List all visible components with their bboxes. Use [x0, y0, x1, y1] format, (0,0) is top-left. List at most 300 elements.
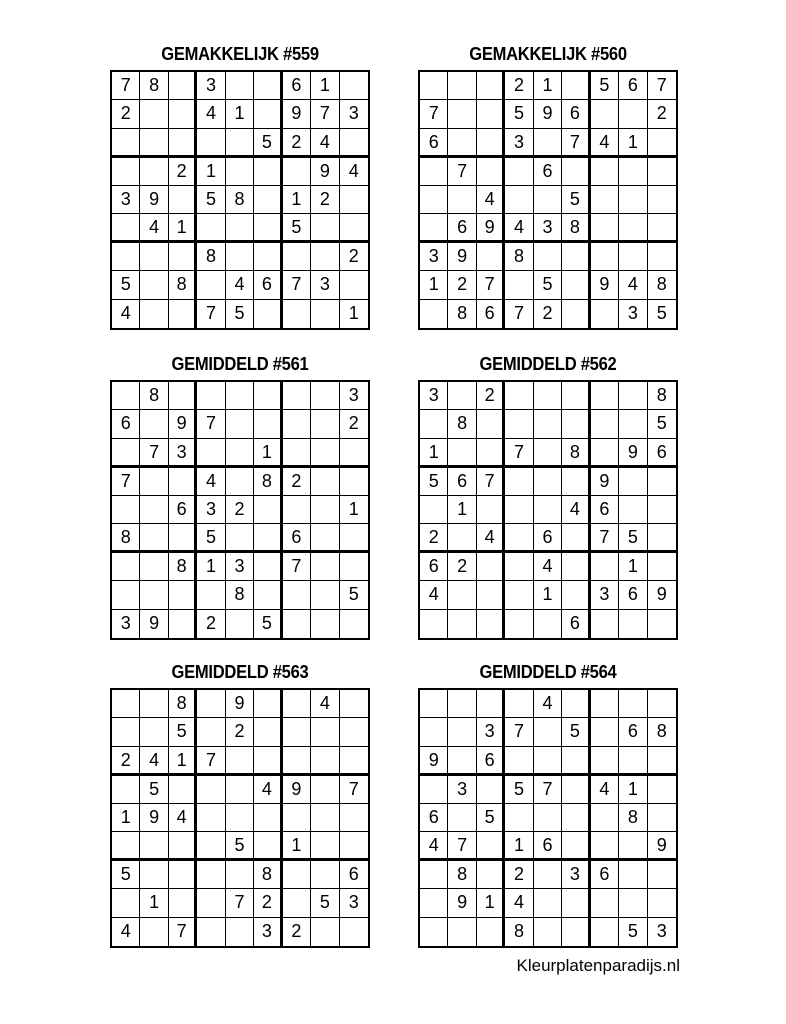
sudoku-cell — [562, 889, 590, 917]
sudoku-cell — [591, 243, 619, 271]
sudoku-cell: 1 — [283, 832, 311, 861]
sudoku-cell: 9 — [311, 158, 339, 186]
sudoku-cell: 8 — [562, 214, 590, 243]
sudoku-cell — [619, 158, 647, 186]
sudoku-cell: 4 — [562, 496, 590, 524]
sudoku-cell — [169, 243, 197, 271]
sudoku-cell — [340, 129, 368, 158]
sudoku-cell — [169, 129, 197, 158]
sudoku-cell: 6 — [254, 271, 282, 299]
sudoku-cell: 8 — [254, 861, 282, 889]
sudoku-cell — [311, 524, 339, 553]
sudoku-cell: 5 — [197, 186, 225, 214]
sudoku-cell — [534, 243, 562, 271]
sudoku-cell: 3 — [619, 300, 647, 328]
sudoku-cell: 1 — [619, 553, 647, 581]
sudoku-cell — [254, 72, 282, 100]
sudoku-cell — [311, 439, 339, 468]
sudoku-cell — [169, 610, 197, 638]
sudoku-cell: 4 — [534, 690, 562, 718]
sudoku-cell — [619, 186, 647, 214]
sudoku-cell — [534, 186, 562, 214]
sudoku-cell — [283, 496, 311, 524]
sudoku-cell: 9 — [169, 410, 197, 438]
sudoku-cell: 8 — [226, 581, 254, 609]
sudoku-cell: 3 — [562, 861, 590, 889]
sudoku-cell — [505, 524, 533, 553]
sudoku-cell — [311, 243, 339, 271]
sudoku-cell: 5 — [226, 300, 254, 328]
sudoku-cell: 2 — [648, 100, 676, 128]
sudoku-cell — [420, 410, 448, 438]
sudoku-cell — [534, 747, 562, 776]
sudoku-cell — [112, 243, 140, 271]
sudoku-cell — [254, 158, 282, 186]
sudoku-cell — [477, 129, 505, 158]
sudoku-cell — [140, 553, 168, 581]
sudoku-cell — [340, 524, 368, 553]
sudoku-cell: 6 — [420, 804, 448, 832]
sudoku-cell: 1 — [169, 214, 197, 243]
sudoku-cell: 3 — [656, 920, 667, 941]
sudoku-cell: 6 — [619, 718, 647, 746]
sudoku-cell — [448, 524, 476, 553]
sudoku-cell — [140, 918, 168, 946]
sudoku-cell — [311, 214, 339, 243]
sudoku-cell — [226, 243, 254, 271]
sudoku-cell — [311, 610, 339, 638]
sudoku-cell — [311, 747, 339, 776]
sudoku-cell: 7 — [197, 300, 225, 328]
sudoku-cell — [591, 186, 619, 214]
sudoku-cell: 8 — [562, 439, 590, 468]
sudoku-cell — [448, 581, 476, 609]
sudoku-cell: 6 — [477, 300, 505, 328]
sudoku-cell: 5 — [656, 302, 667, 323]
sudoku-cell — [648, 690, 676, 718]
sudoku-cell — [340, 72, 368, 100]
site-footer-text: Kleurplatenparadijs.nl — [516, 956, 680, 975]
sudoku-cell: 7 — [448, 832, 476, 861]
sudoku-cell — [140, 158, 168, 186]
sudoku-cell — [311, 553, 339, 581]
sudoku-cell: 7 — [197, 410, 225, 438]
sudoku-cell: 4 — [311, 690, 339, 718]
sudoku-cell — [505, 610, 533, 638]
sudoku-cell — [534, 861, 562, 889]
sudoku-cell: 5 — [648, 410, 676, 438]
sudoku-cell — [477, 496, 505, 524]
sudoku-cell — [648, 129, 676, 158]
sudoku-cell: 8 — [254, 468, 282, 496]
sudoku-cell: 4 — [112, 300, 140, 328]
sudoku-cell — [477, 439, 505, 468]
sudoku-cell: 6 — [534, 524, 562, 553]
sudoku-cell: 5 — [619, 918, 647, 946]
sudoku-cell: 8 — [505, 243, 533, 271]
sudoku-cell — [534, 410, 562, 438]
sudoku-cell: 8 — [648, 718, 676, 746]
sudoku-cell — [112, 496, 140, 524]
sudoku-cell — [140, 581, 168, 609]
sudoku-cell — [197, 718, 225, 746]
sudoku-cell — [169, 861, 197, 889]
sudoku-cell — [420, 690, 448, 718]
sudoku-cell: 4 — [340, 158, 368, 186]
sudoku-cell: 1 — [477, 889, 505, 917]
sudoku-cell: 9 — [648, 832, 676, 861]
sudoku-cell: 4 — [169, 804, 197, 832]
sudoku-cell: 1 — [197, 158, 225, 186]
sudoku-cell — [311, 468, 339, 496]
sudoku-cell — [448, 382, 476, 410]
sudoku-cell — [477, 243, 505, 271]
sudoku-cell: 6 — [534, 158, 562, 186]
sudoku-cell: 8 — [648, 271, 676, 299]
sudoku-cell — [197, 804, 225, 832]
puzzle-title: GEMIDDELD #564 — [479, 662, 617, 682]
sudoku-cell: 5 — [254, 610, 282, 638]
sudoku-cell: 6 — [420, 129, 448, 158]
sudoku-cell — [648, 776, 676, 804]
sudoku-cell: 7 — [169, 918, 197, 946]
sudoku-cell: 8 — [112, 524, 140, 553]
sudoku-cell: 4 — [197, 468, 225, 496]
sudoku-cell — [254, 690, 282, 718]
sudoku-cell — [648, 186, 676, 214]
sudoku-cell — [534, 129, 562, 158]
sudoku-cell — [591, 214, 619, 243]
sudoku-cell — [619, 690, 647, 718]
sudoku-cell: 8 — [140, 382, 168, 410]
sudoku-cell — [197, 918, 225, 946]
sudoku-grid — [418, 380, 678, 640]
sudoku-cell: 6 — [448, 214, 476, 243]
sudoku-cell — [591, 100, 619, 128]
sudoku-cell — [591, 804, 619, 832]
puzzle-title: GEMAKKELIJK #559 — [161, 44, 319, 64]
sudoku-cell — [477, 581, 505, 609]
sudoku-cell — [140, 468, 168, 496]
sudoku-cell — [340, 804, 368, 832]
sudoku-cell: 3 — [420, 382, 448, 410]
sudoku-cell: 3 — [169, 439, 197, 468]
sudoku-cell — [477, 72, 505, 100]
sudoku-cell — [169, 100, 197, 128]
sudoku-cell — [226, 610, 254, 638]
sudoku-cell — [534, 468, 562, 496]
sudoku-cell — [448, 72, 476, 100]
sudoku-cell: 5 — [112, 861, 140, 889]
sudoku-cell — [591, 690, 619, 718]
sudoku-cell — [534, 382, 562, 410]
sudoku-cell — [197, 832, 225, 861]
sudoku-cell: 7 — [505, 718, 533, 746]
sudoku-cell: 6 — [619, 72, 647, 100]
sudoku-cell — [619, 832, 647, 861]
sudoku-cell: 6 — [591, 861, 619, 889]
sudoku-cell: 9 — [140, 186, 168, 214]
sudoku-cell: 8 — [169, 553, 197, 581]
sudoku-cell — [197, 776, 225, 804]
sudoku-cell — [254, 524, 282, 553]
sudoku-cell: 3 — [477, 718, 505, 746]
sudoku-cell: 1 — [619, 129, 647, 158]
sudoku-cell: 7 — [505, 300, 533, 328]
sudoku-cell — [505, 581, 533, 609]
sudoku-cell: 9 — [534, 100, 562, 128]
sudoku-cell — [619, 243, 647, 271]
sudoku-cell — [448, 918, 476, 946]
sudoku-cell: 5 — [534, 271, 562, 299]
sudoku-cell — [226, 439, 254, 468]
sudoku-cell — [591, 718, 619, 746]
sudoku-cell: 9 — [226, 690, 254, 718]
sudoku-cell — [340, 718, 368, 746]
sudoku-cell — [254, 832, 282, 861]
puzzle-title: GEMIDDELD #562 — [479, 354, 617, 374]
sudoku-cell — [591, 410, 619, 438]
sudoku-cell — [448, 439, 476, 468]
sudoku-cell — [340, 553, 368, 581]
sudoku-cell: 8 — [448, 300, 476, 328]
sudoku-cell — [169, 468, 197, 496]
sudoku-cell — [648, 804, 676, 832]
sudoku-cell — [448, 747, 476, 776]
sudoku-cell — [340, 832, 368, 861]
sudoku-cell: 5 — [562, 718, 590, 746]
sudoku-cell — [648, 861, 676, 889]
sudoku-cell — [283, 690, 311, 718]
sudoku-cell — [534, 718, 562, 746]
sudoku-cell: 3 — [340, 382, 368, 410]
sudoku-cell: 4 — [591, 776, 619, 804]
sudoku-cell — [448, 610, 476, 638]
sudoku-cell — [420, 186, 448, 214]
sudoku-cell — [140, 496, 168, 524]
sudoku-cell — [112, 553, 140, 581]
sudoku-cell — [112, 214, 140, 243]
sudoku-cell: 7 — [283, 271, 311, 299]
sudoku-cell — [477, 158, 505, 186]
sudoku-cell — [283, 861, 311, 889]
sudoku-cell: 7 — [112, 468, 140, 496]
sudoku-cell — [112, 776, 140, 804]
sudoku-cell — [197, 889, 225, 917]
sudoku-cell — [254, 718, 282, 746]
sudoku-cell — [505, 186, 533, 214]
sudoku-cell — [283, 439, 311, 468]
sudoku-cell — [283, 410, 311, 438]
sudoku-cell — [226, 410, 254, 438]
sudoku-cell: 8 — [169, 690, 197, 718]
sudoku-cell — [505, 496, 533, 524]
sudoku-cell: 7 — [505, 439, 533, 468]
sudoku-cell: 1 — [348, 302, 359, 323]
sudoku-cell — [619, 468, 647, 496]
sudoku-cell: 1 — [140, 889, 168, 917]
sudoku-cell — [477, 861, 505, 889]
sudoku-cell — [169, 776, 197, 804]
sudoku-grid — [110, 688, 370, 948]
sudoku-cell: 9 — [448, 243, 476, 271]
sudoku-cell — [505, 690, 533, 718]
sudoku-cell: 2 — [534, 300, 562, 328]
sudoku-cell: 2 — [169, 158, 197, 186]
sudoku-cell — [226, 776, 254, 804]
sudoku-cell — [112, 718, 140, 746]
sudoku-cell — [534, 610, 562, 638]
sudoku-cell — [562, 747, 590, 776]
puzzle-title: GEMAKKELIJK #560 — [469, 44, 627, 64]
sudoku-cell: 7 — [448, 158, 476, 186]
sudoku-cell — [340, 690, 368, 718]
sudoku-cell: 4 — [534, 553, 562, 581]
sudoku-cell — [477, 832, 505, 861]
sudoku-cell — [283, 243, 311, 271]
sudoku-cell: 3 — [448, 776, 476, 804]
sudoku-cell: 6 — [534, 832, 562, 861]
sudoku-grid — [110, 70, 370, 330]
sudoku-cell: 5 — [311, 889, 339, 917]
sudoku-cell: 4 — [112, 918, 140, 946]
sudoku-cell — [648, 889, 676, 917]
sudoku-cell: 6 — [340, 861, 368, 889]
sudoku-cell — [340, 918, 368, 946]
sudoku-cell — [112, 382, 140, 410]
sudoku-cell — [562, 300, 590, 328]
sudoku-cell: 6 — [562, 100, 590, 128]
sudoku-cell — [591, 382, 619, 410]
sudoku-cell — [283, 300, 311, 328]
sudoku-cell — [448, 718, 476, 746]
sudoku-cell — [140, 271, 168, 299]
sudoku-cell — [562, 690, 590, 718]
sudoku-cell — [112, 129, 140, 158]
sudoku-cell — [112, 158, 140, 186]
sudoku-cell — [448, 100, 476, 128]
sudoku-cell — [505, 271, 533, 299]
sudoku-cell — [283, 889, 311, 917]
sudoku-cell: 7 — [140, 439, 168, 468]
sudoku-cell — [197, 382, 225, 410]
sudoku-cell: 8 — [619, 804, 647, 832]
sudoku-cell: 3 — [197, 496, 225, 524]
sudoku-cell: 1 — [311, 72, 339, 100]
sudoku-cell — [505, 382, 533, 410]
sudoku-cell — [448, 186, 476, 214]
sudoku-cell: 2 — [226, 496, 254, 524]
sudoku-cell — [420, 158, 448, 186]
sudoku-cell: 5 — [169, 718, 197, 746]
sudoku-cell: 9 — [283, 776, 311, 804]
sudoku-cell — [505, 804, 533, 832]
sudoku-cell — [420, 610, 448, 638]
sudoku-cell — [226, 524, 254, 553]
sudoku-cell — [648, 524, 676, 553]
sudoku-cell: 3 — [254, 918, 282, 946]
sudoku-cell — [283, 718, 311, 746]
sudoku-cell — [420, 214, 448, 243]
sudoku-cell — [420, 918, 448, 946]
sudoku-grid — [418, 688, 678, 948]
sudoku-cell: 4 — [197, 100, 225, 128]
sudoku-cell: 3 — [420, 243, 448, 271]
sudoku-cell: 7 — [562, 129, 590, 158]
sudoku-cell: 5 — [505, 776, 533, 804]
sudoku-cell: 2 — [477, 382, 505, 410]
sudoku-cell — [420, 861, 448, 889]
sudoku-cell: 8 — [648, 382, 676, 410]
sudoku-cell — [112, 832, 140, 861]
sudoku-cell — [619, 496, 647, 524]
sudoku-cell — [226, 468, 254, 496]
sudoku-cell — [140, 243, 168, 271]
sudoku-cell: 2 — [505, 72, 533, 100]
sudoku-cell: 5 — [420, 468, 448, 496]
sudoku-cell — [619, 861, 647, 889]
sudoku-cell: 1 — [112, 804, 140, 832]
sudoku-cell — [420, 718, 448, 746]
sudoku-cell — [420, 776, 448, 804]
sudoku-cell — [448, 690, 476, 718]
sudoku-cell — [254, 553, 282, 581]
sudoku-cell: 4 — [477, 524, 505, 553]
sudoku-cell — [648, 158, 676, 186]
sudoku-cell — [197, 129, 225, 158]
sudoku-cell — [254, 214, 282, 243]
sudoku-cell — [140, 410, 168, 438]
sudoku-cell — [420, 300, 448, 328]
sudoku-cell: 2 — [448, 553, 476, 581]
sudoku-cell — [591, 832, 619, 861]
sudoku-cell: 2 — [197, 610, 225, 638]
sudoku-cell — [254, 804, 282, 832]
sudoku-cell — [140, 524, 168, 553]
sudoku-cell — [591, 747, 619, 776]
sudoku-cell: 4 — [619, 271, 647, 299]
sudoku-cell — [477, 553, 505, 581]
sudoku-cell — [169, 300, 197, 328]
sudoku-cell: 4 — [420, 832, 448, 861]
sudoku-cell: 4 — [226, 271, 254, 299]
sudoku-cell: 5 — [505, 100, 533, 128]
sudoku-cell: 4 — [420, 581, 448, 609]
sudoku-grid — [110, 380, 370, 640]
sudoku-cell — [254, 581, 282, 609]
sudoku-cell — [254, 410, 282, 438]
sudoku-cell — [140, 129, 168, 158]
sudoku-cell — [420, 496, 448, 524]
sudoku-cell: 6 — [283, 524, 311, 553]
sudoku-cell — [534, 439, 562, 468]
sudoku-cell: 1 — [534, 581, 562, 609]
sudoku-cell — [448, 804, 476, 832]
sudoku-cell — [226, 747, 254, 776]
sudoku-cell — [648, 468, 676, 496]
sudoku-cell: 3 — [112, 610, 140, 638]
sudoku-cell — [340, 439, 368, 468]
sudoku-cell — [112, 439, 140, 468]
sudoku-cell — [505, 468, 533, 496]
sudoku-cell — [226, 918, 254, 946]
sudoku-grid — [418, 70, 678, 330]
sudoku-cell — [311, 410, 339, 438]
sudoku-cell — [477, 610, 505, 638]
sudoku-cell: 1 — [534, 72, 562, 100]
sudoku-cell — [169, 832, 197, 861]
sudoku-cell — [562, 832, 590, 861]
